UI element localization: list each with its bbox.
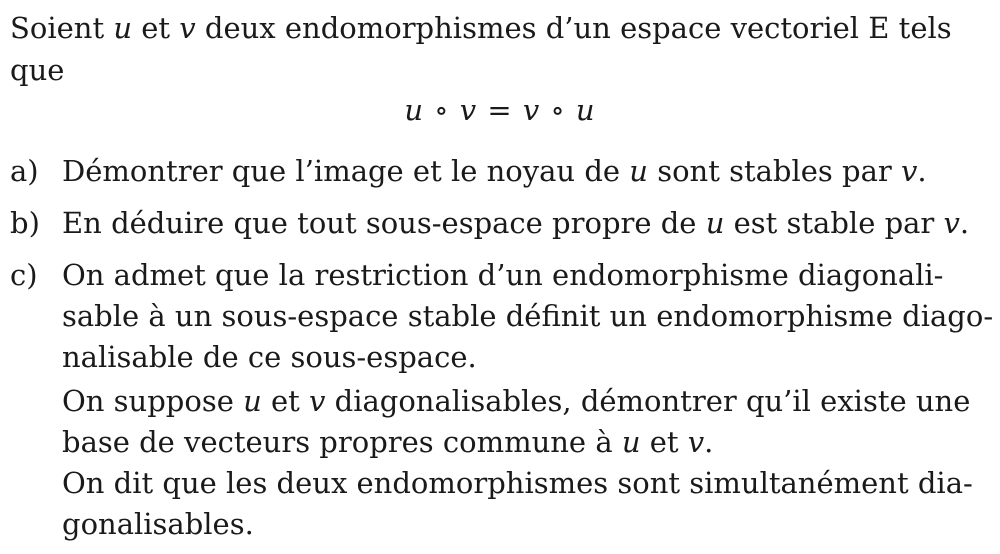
item-c-line-4-var-u: u xyxy=(243,384,262,418)
intro-connector: et xyxy=(141,11,171,45)
item-c-line-1 xyxy=(62,258,986,292)
item-c-line-5-et: et xyxy=(649,425,679,459)
intro-line-1 xyxy=(10,11,985,45)
item-c-line-5 xyxy=(62,425,714,459)
item-c-line-2: sable à un sous-espace stable définit un endomorphisme diago- xyxy=(62,299,994,333)
item-b-var-u: u xyxy=(705,206,725,240)
item-c-line-5-start: base de vecteurs propres commune à xyxy=(62,425,613,459)
item-b-label: b) xyxy=(10,206,40,240)
item-a-text-mid: sont stables par xyxy=(657,154,892,188)
item-a-text-start: Démontrer que l’image et le noyau de xyxy=(62,154,621,188)
intro-prefix: Soient xyxy=(10,11,105,45)
item-b-var-v: v xyxy=(943,206,960,240)
item-c-line-4-start: On suppose xyxy=(62,384,234,418)
item-b-text-start: En déduire que tout sous-espace propre de xyxy=(62,206,697,240)
item-c-line-5-var-u: u xyxy=(621,425,641,459)
item-c-line-4-var-v: v xyxy=(309,384,326,418)
item-a-label: a) xyxy=(10,154,39,188)
item-c-line-3: nalisable de ce sous-espace. xyxy=(62,340,477,374)
intro-suffix: deux endomorphismes d’un espace vectoriel E tels xyxy=(204,11,952,45)
item-c-line-5-period: . xyxy=(704,425,714,459)
item-c-line-7: gonalisables. xyxy=(62,507,254,541)
item-a-text xyxy=(62,154,927,188)
variable-u: u xyxy=(113,11,133,45)
item-b-period: . xyxy=(959,206,970,240)
item-c-line-4-et: et xyxy=(271,384,300,418)
item-b-text-mid: est stable par xyxy=(733,206,935,240)
item-c-line-6: On dit que les deux endomorphismes sont simultanément dia- xyxy=(62,466,973,500)
item-a-var-v: v xyxy=(900,154,918,188)
variable-v: v xyxy=(179,11,196,45)
item-c-line-4 xyxy=(62,384,971,418)
item-c-line-5-var-v: v xyxy=(687,425,705,459)
item-c-line-4-end: diagonalisables, démontrer qu’il existe une xyxy=(334,384,971,418)
item-c-label: c) xyxy=(10,258,38,292)
item-b-text xyxy=(62,206,970,240)
item-a-period: . xyxy=(917,154,927,188)
intro-line-2: que xyxy=(10,53,65,87)
commutation-equation: u ∘ v = v ∘ u xyxy=(404,93,596,127)
item-c-line-1-text: On admet que la restriction d’un endomorphisme diagonali- xyxy=(62,258,944,292)
item-a-var-u: u xyxy=(629,154,648,188)
